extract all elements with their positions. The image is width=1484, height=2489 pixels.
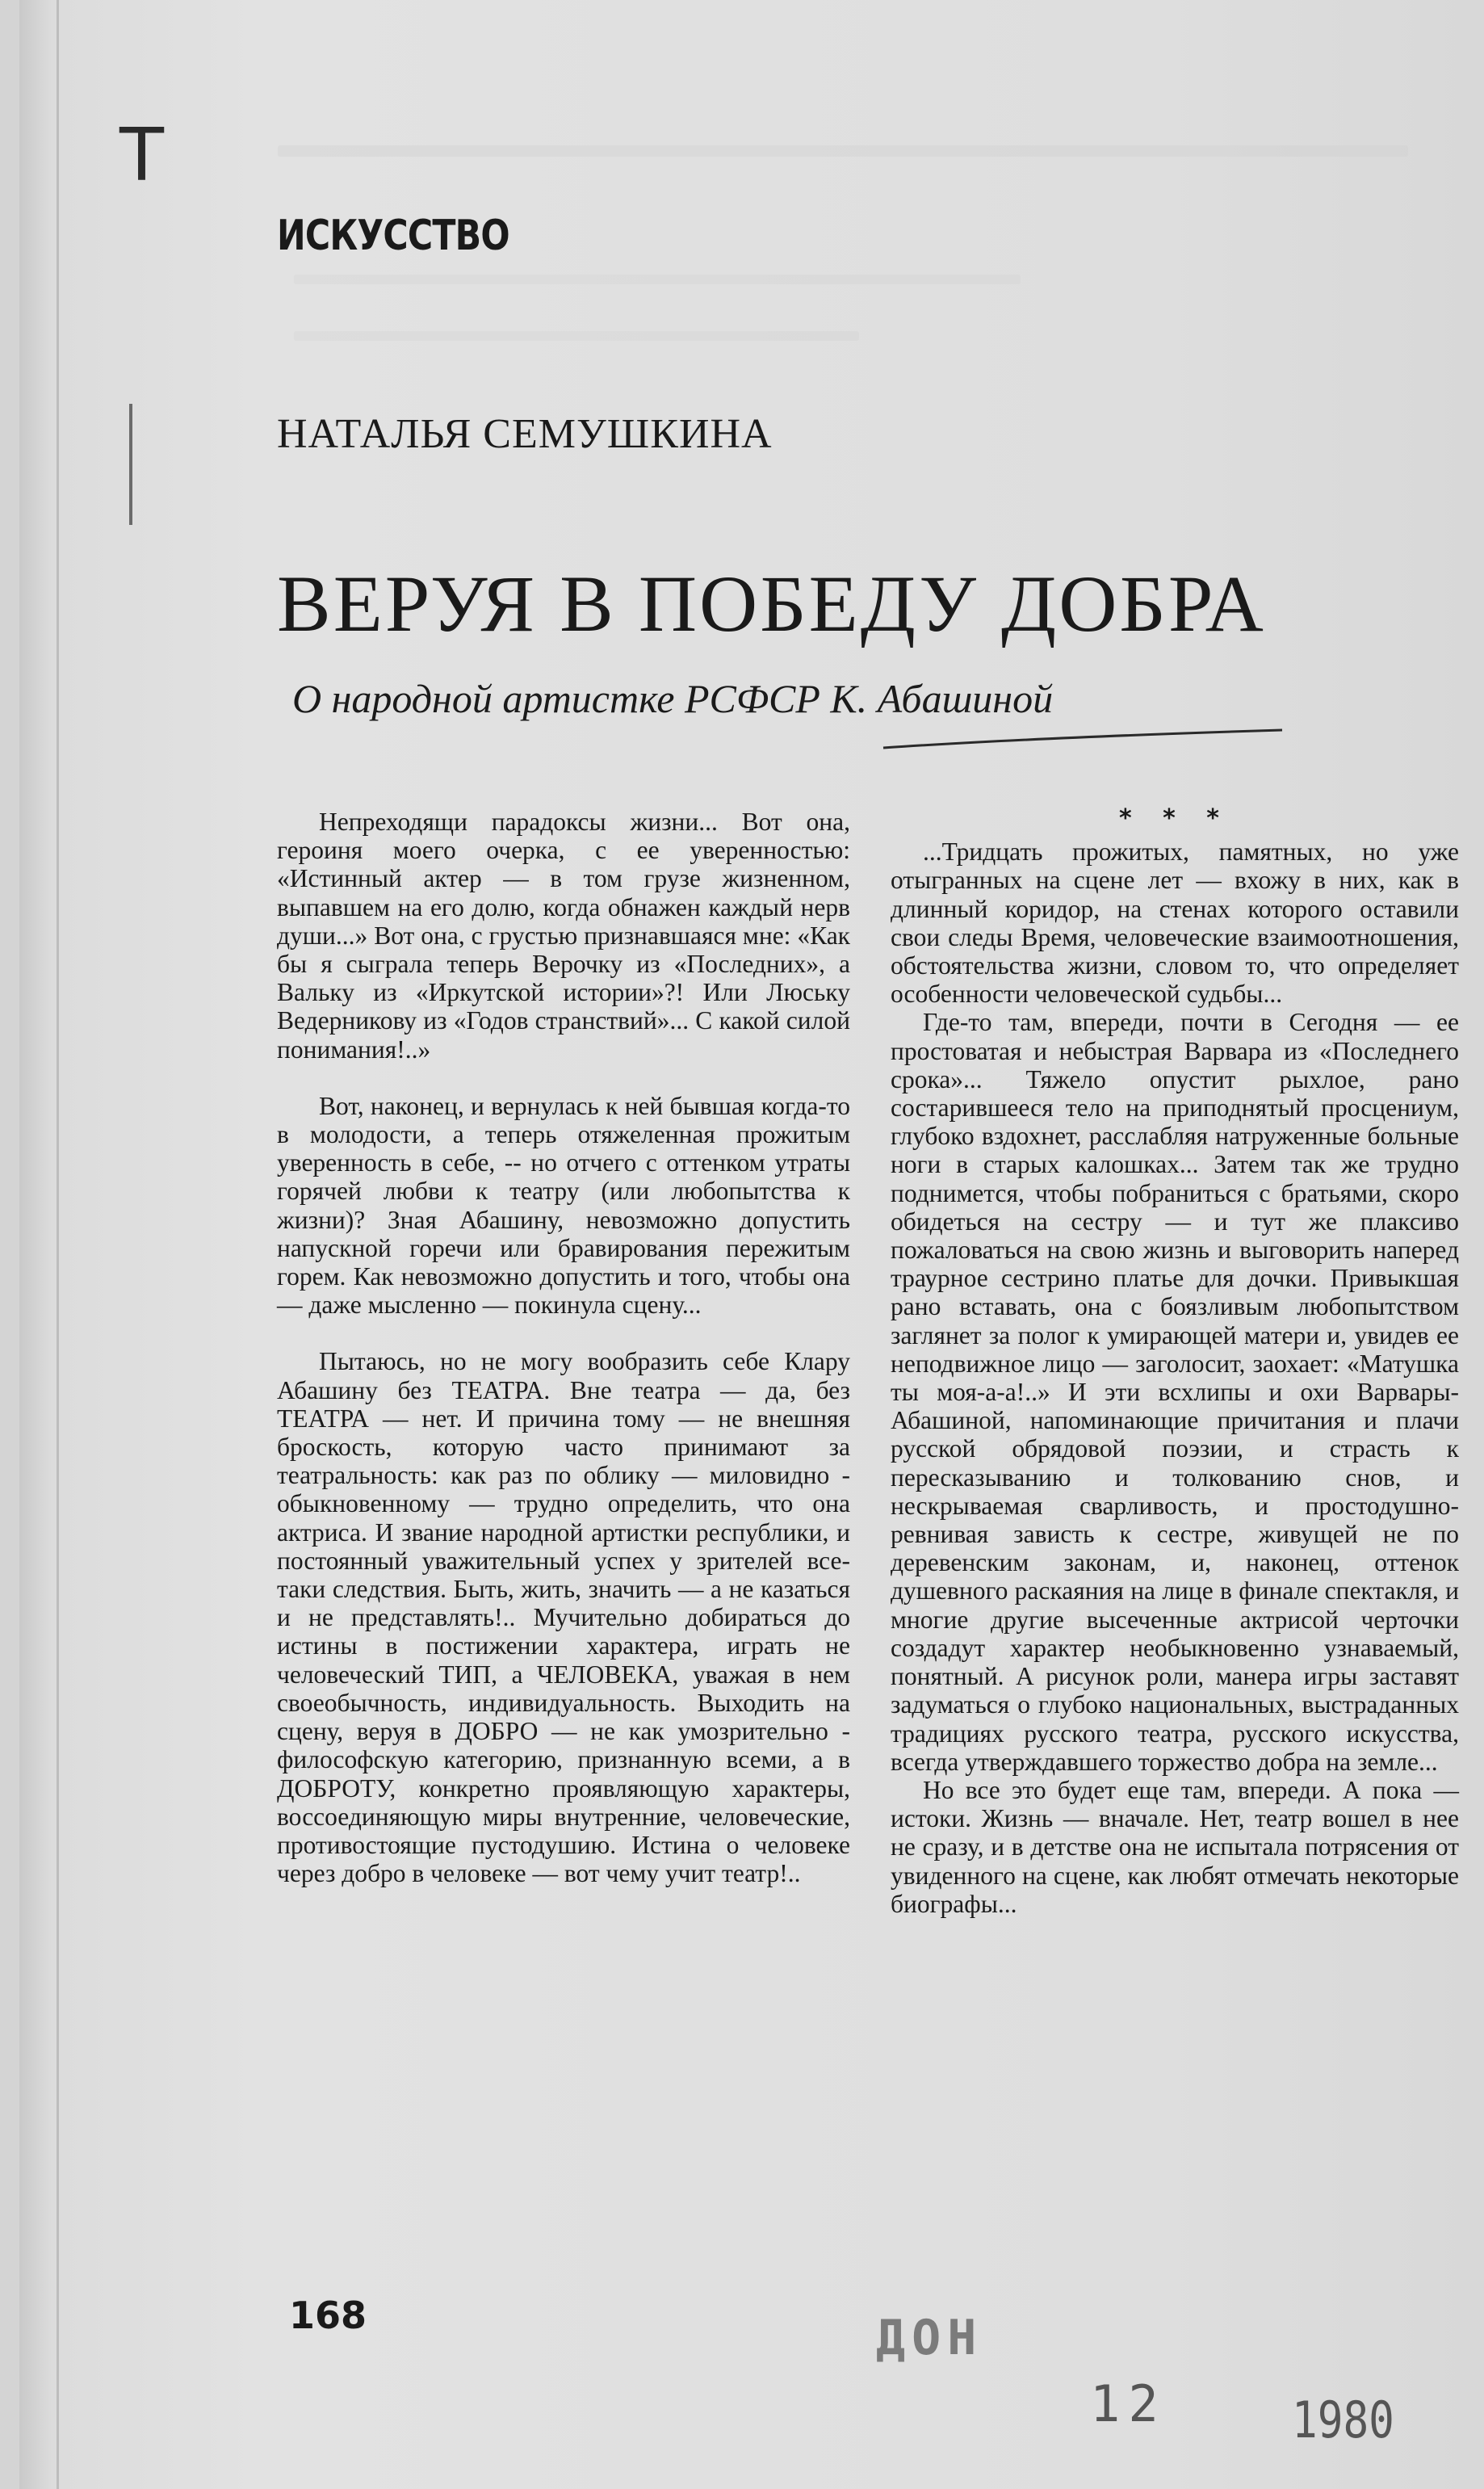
article-title: ВЕРУЯ В ПОБЕДУ ДОБРА: [277, 559, 1266, 648]
issue-year: 1980: [1292, 2390, 1394, 2449]
paragraph: Но все это будет еще там, впереди. А пока — истоки. Жизнь — вначале. Нет, театр вошел в нее не сразу, и в детстве она не испытала потрясения от увиденного на сцене, как любят отмечать некоторые биографы...: [891, 1775, 1459, 1918]
issue-number: 12: [1090, 2374, 1167, 2433]
subtitle-underline: [882, 727, 1284, 751]
right-column: [891, 804, 1459, 1918]
show-through: [294, 275, 1021, 284]
margin-pencil-mark: Т: [119, 113, 164, 198]
paragraph: Пытаюсь, но не могу вообразить себе Клару Абашину без ТЕАТРА. Вне театра — да, без ТЕАТРА — нет. И причина тому — не внешняя броскость, которую часто принимают за театральность: как раз по облику — миловидно - обыкновенному — трудно определить, что она актриса. И звание народной артистки республики, и постоянный уважительный успех у зрителей все-таки следствия. Быть, жить, значить — а не казаться и не представлять!.. Мучительно добираться до истины в постижении характера, играть не человеческий ТИП, а ЧЕЛОВЕКА, уважая в нем своеобычность, индивидуальность. Выходить на сцену, веруя в ДОБРО — не как умозрительно - философскую категорию, признанную всеми, а в ДОБРОТУ, конкретно проявляющую характеры, воссоединяющую миры внутренние, человеческие, противостоящие пустодушию. Истина о человеке через добро в человеке — вот чему учит театр!..: [277, 1347, 850, 1888]
paragraph: Вот, наконец, и вернулась к ней бывшая когда-то в молодости, а теперь отяжеленная прожитым уверенность в себе, -- но отчего с оттенком утраты горячей любви к театру (или любопытства к жизни)? Зная Абашину, невозможно допустить напускной горечи или бравирования пережитым горем. Как невозможно допустить и того, чтобы она — даже мысленно — покинула сцену...: [277, 1091, 850, 1320]
show-through: [294, 331, 859, 341]
paragraph: Где-то там, впереди, почти в Сегодня — ее простоватая и небыстрая Варвара из «Последнего срока»... Тяжело опустит рыхлое, рано состарившееся тело на приподнятый просцениум, глубоко вздохнет, расслабляя натруженные больные ноги в старых калошках... Затем так же трудно поднимется, чтобы побраниться с братьями, скоро обидеться на сестру — и тут же плаксиво пожаловаться на свою жизнь и выговорить наперед траурное сестрино платье для дочки. Привыкшая рано вставать, она с боязливым любопытством заглянет за полог к умирающей матери и, увидев ее неподвижное лицо — заголосит, заохает: «Матушка ты моя-а-а!..» И эти всхлипы и охи Варвары-Абашиной, напоминающие причитания и плачи русской обрядовой поэзии, и страсть к пересказыванию и толкованию снов, и нескрываемая сварливость, и простодушно-ревнивая зависть к сестре, живущей не по деревенским законам, и, наконец, оттенок душевного раскаяния на лице в финале спектакля, и многие другие высеченные актрисой черточки создадут характер необыкновенно узнаваемый, понятный. А рисунок роли, манера игры заставят задуматься о глубоко национальных, выстраданных традициях русского театра, русского искусства, всегда утверждавшего торжество добра на земле...: [891, 1008, 1459, 1776]
paragraph: Непреходящи парадоксы жизни... Вот она, героиня моего очерка, с ее уверенностью: «Истинный актер — в том грузе жизненном, выпавшем на его долю, когда обнажен каждый нерв души...» Вот она, с грустью признавшаяся мне: «Как бы я сыграла теперь Верочку из «Последних», а Вальку из «Иркутской истории»?! Или Люську Ведерникову из «Годов странствий»... С какой силой понимания!..»: [277, 808, 850, 1064]
show-through: [278, 145, 1408, 157]
left-column: [277, 808, 850, 1916]
article-subtitle: О народной артистке РСФСР К. Абашиной: [292, 676, 1054, 721]
section-separator: * * *: [1119, 804, 1230, 833]
paragraph: ...Тридцать прожитых, памятных, но уже отыгранных на сцене лет — вхожу в них, как в длинный коридор, на стенах которого оставили свои следы Время, человеческие взаимоотношения, обстоятельства жизни, словом то, что определяет особенности человеческой судьбы...: [891, 837, 1459, 1009]
library-stamp: ДОН: [876, 2310, 983, 2366]
section-heading: ИСКУССТВО: [277, 212, 509, 260]
margin-pencil-stroke: [129, 404, 132, 525]
clipping-edge: [57, 0, 59, 2489]
author-name: НАТАЛЬЯ СЕМУШКИНА: [277, 411, 773, 457]
page-number: 168: [289, 2294, 367, 2337]
